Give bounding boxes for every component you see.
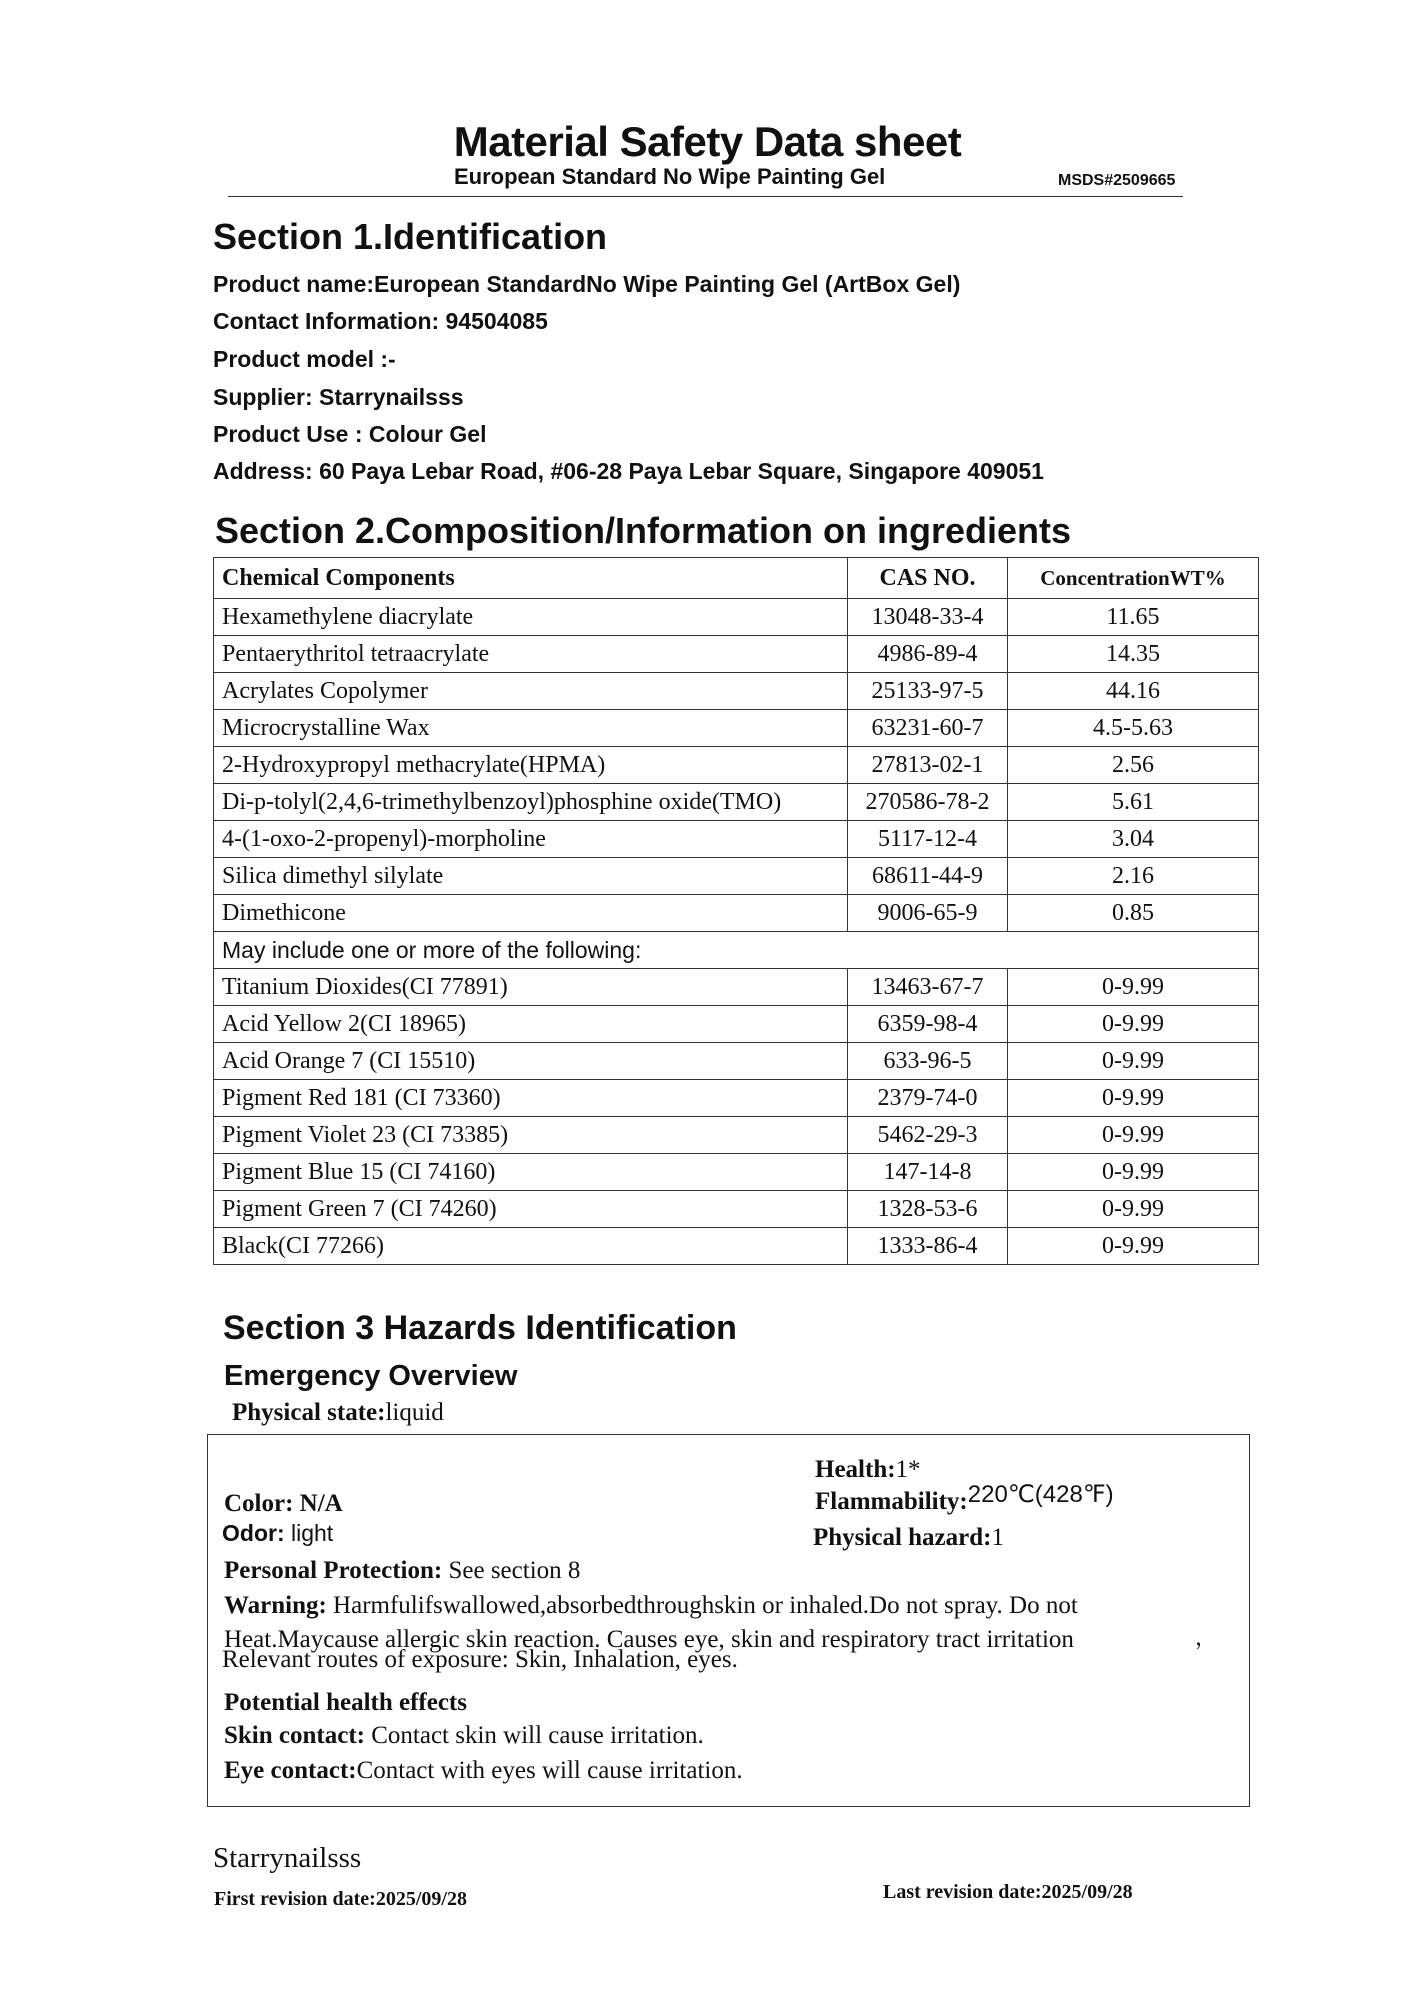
concentration-cell: 0-9.99 bbox=[1008, 1117, 1259, 1154]
component-cell: Acrylates Copolymer bbox=[214, 673, 848, 710]
personal-protection bbox=[224, 1557, 580, 1585]
cas-cell: 25133-97-5 bbox=[848, 673, 1008, 710]
ingredient-row bbox=[214, 673, 1259, 710]
optional-ingredients-note: May include one or more of the following: bbox=[214, 932, 1259, 969]
concentration-cell: 44.16 bbox=[1008, 673, 1259, 710]
component-cell: Pigment Red 181 (CI 73360) bbox=[214, 1080, 848, 1117]
concentration-cell: 0-9.99 bbox=[1008, 1154, 1259, 1191]
warning-text-1: Harmfulifswallowed,absorbedthroughskin or inhaled.Do not spray. Do not bbox=[326, 1592, 1078, 1619]
emergency-overview-heading: Emergency Overview bbox=[224, 1360, 518, 1392]
optional-ingredient-row bbox=[214, 1228, 1259, 1265]
concentration-cell: 0-9.99 bbox=[1008, 1043, 1259, 1080]
physical-hazard-label: Physical hazard: bbox=[813, 1524, 992, 1551]
component-cell: Black(CI 77266) bbox=[214, 1228, 848, 1265]
contact-info-line: Contact Information: 94504085 bbox=[213, 308, 548, 334]
cas-cell: 63231-60-7 bbox=[848, 710, 1008, 747]
skin-contact-value: Contact skin will cause irritation. bbox=[364, 1722, 704, 1749]
supplier-line: Supplier: Starrynailsss bbox=[213, 384, 464, 410]
optional-ingredient-row bbox=[214, 1154, 1259, 1191]
component-cell: Pentaerythritol tetraacrylate bbox=[214, 636, 848, 673]
warning-comma: ， bbox=[1195, 1625, 1218, 1650]
flammability-label: Flammability: bbox=[815, 1488, 968, 1515]
section2-heading: Section 2.Composition/Information on ingredients bbox=[215, 510, 1072, 551]
cas-cell: 6359-98-4 bbox=[848, 1006, 1008, 1043]
odor-field bbox=[222, 1520, 333, 1547]
eye-contact-value: Contact with eyes will cause irritation. bbox=[356, 1757, 743, 1784]
optional-note-row bbox=[214, 932, 1259, 969]
cas-cell: 13048-33-4 bbox=[848, 599, 1008, 636]
component-cell: 2-Hydroxypropyl methacrylate(HPMA) bbox=[214, 747, 848, 784]
optional-ingredient-row bbox=[214, 1191, 1259, 1228]
protection-value: See section 8 bbox=[442, 1557, 581, 1584]
physical-hazard-value: 1 bbox=[991, 1524, 1004, 1551]
physical-hazard-field bbox=[813, 1524, 1004, 1552]
cas-cell: 633-96-5 bbox=[848, 1043, 1008, 1080]
title-divider bbox=[228, 196, 1183, 197]
ingredient-row bbox=[214, 784, 1259, 821]
component-cell: Dimethicone bbox=[214, 895, 848, 932]
address-line: Address: 60 Paya Lebar Road, #06-28 Paya Lebar Square, Singapore 409051 bbox=[213, 458, 1044, 484]
component-cell: Pigment Violet 23 (CI 73385) bbox=[214, 1117, 848, 1154]
component-cell: Silica dimethyl silylate bbox=[214, 858, 848, 895]
cas-cell: 4986-89-4 bbox=[848, 636, 1008, 673]
health-effects-heading: Potential health effects bbox=[224, 1689, 467, 1716]
health-value: 1* bbox=[895, 1456, 921, 1483]
concentration-cell: 0-9.99 bbox=[1008, 969, 1259, 1006]
concentration-cell: 0-9.99 bbox=[1008, 1191, 1259, 1228]
ingredient-row bbox=[214, 858, 1259, 895]
protection-label: Personal Protection: bbox=[224, 1557, 443, 1584]
concentration-cell: 14.35 bbox=[1008, 636, 1259, 673]
msds-number: MSDS#2509665 bbox=[1058, 172, 1176, 189]
table-header-row bbox=[214, 558, 1259, 599]
cas-cell: 1333-86-4 bbox=[848, 1228, 1008, 1265]
component-cell: Titanium Dioxides(CI 77891) bbox=[214, 969, 848, 1006]
health-rating bbox=[815, 1456, 921, 1484]
column-header-concentration: ConcentrationWT% bbox=[1008, 558, 1259, 599]
component-cell: Acid Yellow 2(CI 18965) bbox=[214, 1006, 848, 1043]
component-cell: Di-p-tolyl(2,4,6-trimethylbenzoyl)phosphine oxide(TMO) bbox=[214, 784, 848, 821]
cas-cell: 5462-29-3 bbox=[848, 1117, 1008, 1154]
component-cell: 4-(1-oxo-2-propenyl)-morpholine bbox=[214, 821, 848, 858]
concentration-cell: 0.85 bbox=[1008, 895, 1259, 932]
odor-label: Odor: bbox=[222, 1520, 285, 1546]
optional-ingredient-row bbox=[214, 1006, 1259, 1043]
cas-cell: 1328-53-6 bbox=[848, 1191, 1008, 1228]
section3-heading: Section 3 Hazards Identification bbox=[223, 1309, 737, 1347]
component-cell: Microcrystalline Wax bbox=[214, 710, 848, 747]
optional-ingredient-row bbox=[214, 1080, 1259, 1117]
component-cell: Pigment Green 7 (CI 74260) bbox=[214, 1191, 848, 1228]
component-cell: Pigment Blue 15 (CI 74160) bbox=[214, 1154, 848, 1191]
warning-label: Warning: bbox=[224, 1592, 327, 1619]
flammability-field bbox=[815, 1481, 1114, 1516]
cas-cell: 270586-78-2 bbox=[848, 784, 1008, 821]
ingredient-row bbox=[214, 599, 1259, 636]
product-name-line: Product name:European StandardNo Wipe Painting Gel (ArtBox Gel) bbox=[213, 271, 961, 297]
concentration-cell: 0-9.99 bbox=[1008, 1080, 1259, 1117]
concentration-cell: 2.56 bbox=[1008, 747, 1259, 784]
concentration-cell: 0-9.99 bbox=[1008, 1228, 1259, 1265]
warning-line-2: Heat.Maycause allergic skin reaction. Causes eye, skin and respiratory tract irritation bbox=[224, 1626, 1074, 1653]
component-cell: Hexamethylene diacrylate bbox=[214, 599, 848, 636]
exposure-routes: Relevant routes of exposure: Skin, Inhalation, eyes. bbox=[222, 1646, 738, 1673]
product-model-line: Product model :- bbox=[213, 346, 396, 372]
hazard-box bbox=[207, 1434, 1250, 1807]
last-revision-date: Last revision date:2025/09/28 bbox=[883, 1881, 1133, 1903]
cas-cell: 5117-12-4 bbox=[848, 821, 1008, 858]
physical-state-label: Physical state: bbox=[232, 1399, 386, 1426]
optional-ingredient-row bbox=[214, 969, 1259, 1006]
ingredient-row bbox=[214, 636, 1259, 673]
physical-state bbox=[232, 1399, 444, 1427]
physical-state-value: liquid bbox=[385, 1399, 444, 1426]
cas-cell: 2379-74-0 bbox=[848, 1080, 1008, 1117]
document-subtitle: European Standard No Wipe Painting Gel bbox=[454, 164, 886, 189]
cas-cell: 13463-67-7 bbox=[848, 969, 1008, 1006]
flammability-value: 220℃(428℉) bbox=[967, 1481, 1114, 1508]
eye-contact-label: Eye contact: bbox=[224, 1757, 357, 1784]
component-cell: Acid Orange 7 (CI 15510) bbox=[214, 1043, 848, 1080]
ingredient-row bbox=[214, 710, 1259, 747]
concentration-cell: 11.65 bbox=[1008, 599, 1259, 636]
first-revision-date: First revision date:2025/09/28 bbox=[214, 1888, 467, 1910]
cas-cell: 68611-44-9 bbox=[848, 858, 1008, 895]
column-header-cas: CAS NO. bbox=[848, 558, 1008, 599]
health-label: Health: bbox=[815, 1456, 896, 1483]
warning-line-1 bbox=[224, 1592, 1078, 1620]
concentration-cell: 0-9.99 bbox=[1008, 1006, 1259, 1043]
footer-company: Starrynailsss bbox=[213, 1842, 362, 1874]
document-title: Material Safety Data sheet bbox=[453, 118, 962, 165]
color-field bbox=[224, 1490, 343, 1518]
ingredient-row bbox=[214, 821, 1259, 858]
optional-ingredient-row bbox=[214, 1117, 1259, 1154]
ingredient-row bbox=[214, 747, 1259, 784]
cas-cell: 27813-02-1 bbox=[848, 747, 1008, 784]
skin-contact bbox=[224, 1722, 704, 1750]
column-header-components: Chemical Components bbox=[214, 558, 848, 599]
concentration-cell: 2.16 bbox=[1008, 858, 1259, 895]
skin-contact-label: Skin contact: bbox=[224, 1722, 365, 1749]
product-use-line: Product Use : Colour Gel bbox=[213, 421, 487, 447]
concentration-cell: 5.61 bbox=[1008, 784, 1259, 821]
section1-heading: Section 1.Identification bbox=[213, 216, 608, 257]
color-label: Color: N/A bbox=[224, 1490, 343, 1517]
concentration-cell: 4.5-5.63 bbox=[1008, 710, 1259, 747]
composition-table bbox=[213, 557, 1259, 1265]
optional-ingredient-row bbox=[214, 1043, 1259, 1080]
concentration-cell: 3.04 bbox=[1008, 821, 1259, 858]
cas-cell: 147-14-8 bbox=[848, 1154, 1008, 1191]
cas-cell: 9006-65-9 bbox=[848, 895, 1008, 932]
odor-value: light bbox=[284, 1520, 334, 1546]
ingredient-row bbox=[214, 895, 1259, 932]
eye-contact bbox=[224, 1757, 743, 1785]
